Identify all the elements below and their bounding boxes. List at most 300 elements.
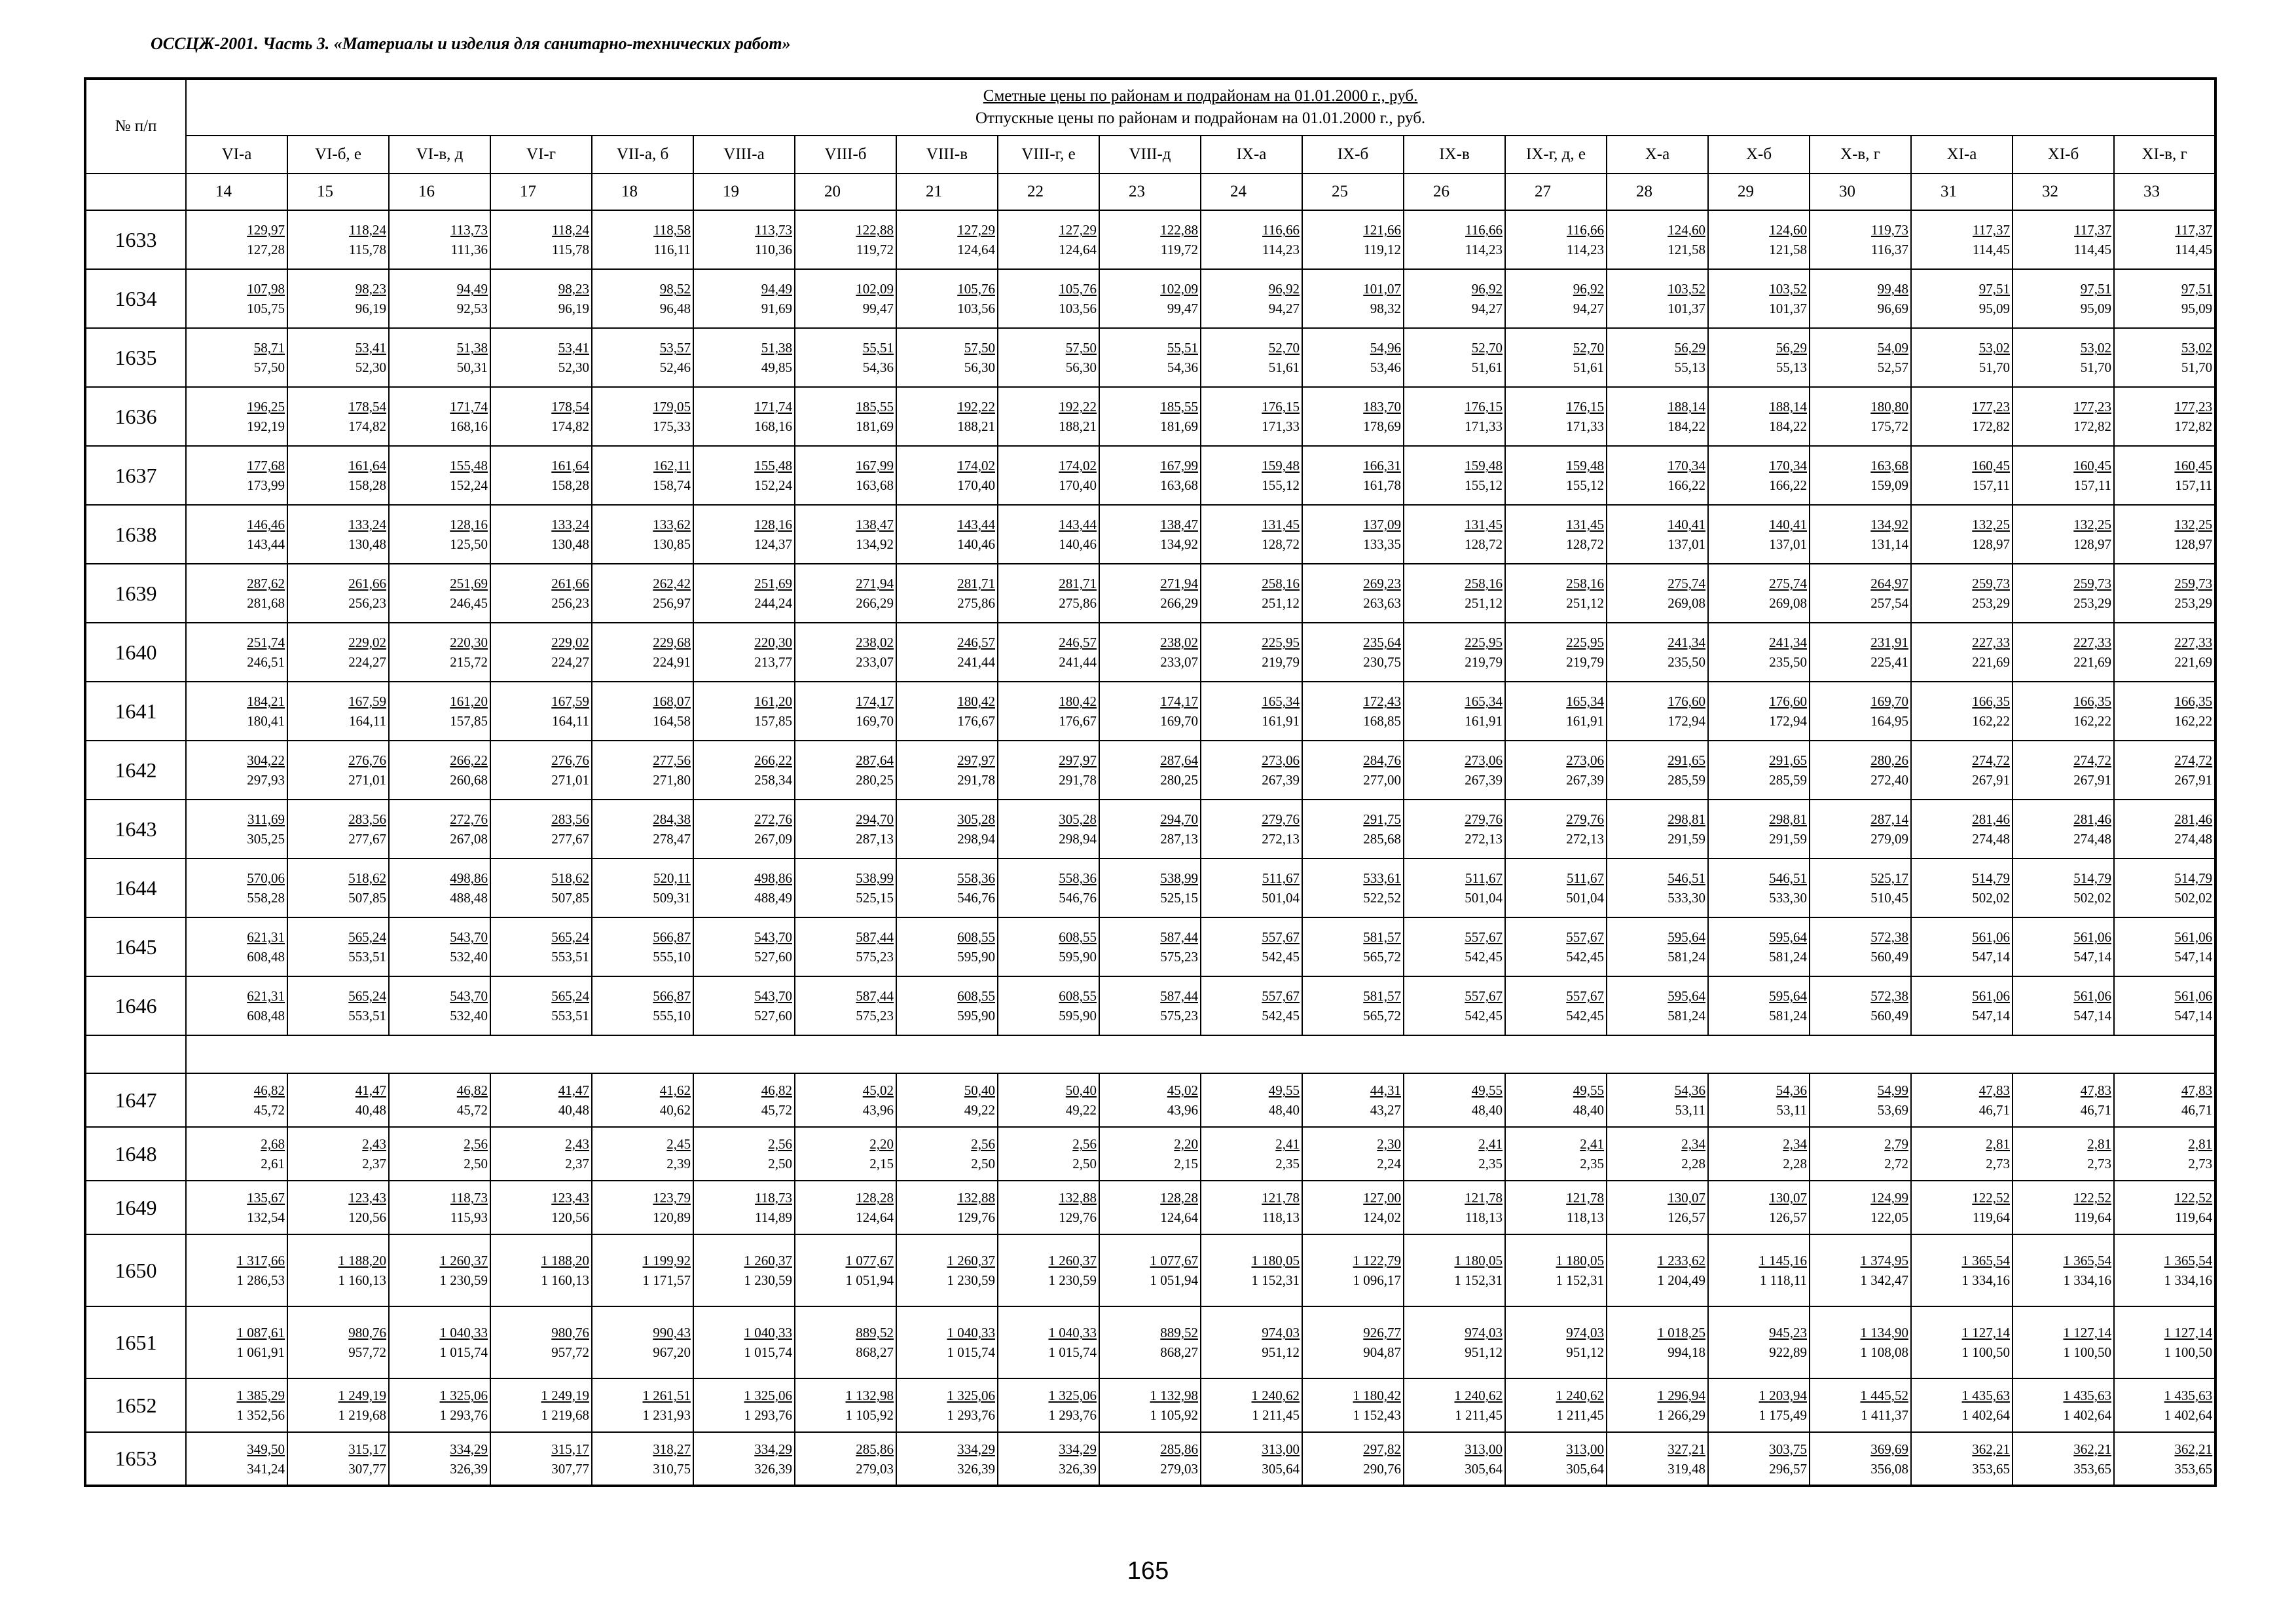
price-cell [1201,564,1302,623]
price-cell [1810,1127,1911,1181]
estimated-price: 52,70 [1268,340,1300,356]
release-price: 161,91 [1566,713,1604,729]
release-price: 2,50 [1072,1156,1097,1172]
estimated-price: 2,56 [1072,1136,1097,1152]
price-cell [2013,269,2114,328]
release-price: 305,25 [247,831,285,847]
price-cell [1810,210,1911,269]
estimated-price: 133,24 [348,517,386,532]
release-price: 271,01 [348,772,386,788]
column-number: 23 [1099,174,1201,210]
estimated-price: 305,28 [957,811,995,827]
district-header: XI-б [2013,136,2114,174]
release-price: 1 286,53 [236,1272,285,1288]
table-row [85,564,2215,623]
release-price: 547,14 [1972,949,2010,965]
release-price: 43,96 [1167,1102,1198,1118]
price-cell [1708,800,1810,858]
estimated-price: 1 325,06 [439,1388,488,1403]
release-price: 157,11 [2175,477,2213,493]
estimated-price: 131,45 [1465,517,1503,532]
price-cell [186,1127,287,1181]
estimated-price: 304,22 [247,752,285,768]
price-cell [1505,1378,1607,1432]
release-price: 128,97 [2073,536,2111,552]
release-price: 595,90 [1059,1008,1097,1024]
release-price: 553,51 [348,949,386,965]
release-price: 56,30 [1065,360,1097,375]
estimated-price: 277,56 [653,752,691,768]
release-price: 128,97 [2174,536,2213,552]
price-cell [389,564,490,623]
table-row [85,446,2215,505]
release-price: 137,01 [1769,536,1807,552]
release-price: 241,44 [957,654,995,670]
price-cell [186,682,287,741]
price-cell [693,446,795,505]
estimated-price: 285,86 [856,1441,894,1457]
price-cell [287,623,389,682]
estimated-price: 557,67 [1465,929,1503,945]
price-cell [1708,387,1810,446]
price-cell [896,1306,998,1378]
price-cell [389,741,490,800]
price-cell [490,269,592,328]
estimated-price: 281,46 [2073,811,2111,827]
price-cell [389,858,490,917]
release-price: 298,94 [1059,831,1097,847]
estimated-price: 271,94 [856,576,894,591]
price-cell [2114,1432,2215,1486]
release-price: 48,40 [1573,1102,1604,1118]
estimated-price: 546,51 [1667,870,1705,886]
price-cell [490,1306,592,1378]
release-price: 181,69 [856,418,894,434]
price-cell [1607,1127,1708,1181]
estimated-price: 276,76 [348,752,386,768]
release-price: 575,23 [1160,949,1198,965]
release-price: 555,10 [653,1008,691,1024]
row-id: 1639 [85,564,186,623]
release-price: 155,12 [1465,477,1503,493]
release-price: 98,32 [1370,301,1401,316]
release-price: 51,61 [1268,360,1300,375]
district-header: VI-а [186,136,287,174]
release-price: 164,11 [552,713,589,729]
price-cell [2114,1306,2215,1378]
price-cell [1302,1306,1404,1378]
release-price: 532,40 [450,1008,488,1024]
estimated-price: 54,09 [1877,340,1908,356]
release-price: 1 100,50 [1961,1344,2010,1360]
estimated-price: 251,74 [247,635,285,650]
release-price: 244,24 [754,595,792,611]
release-price: 95,09 [2181,301,2213,316]
price-cell [1810,328,1911,387]
price-cell [693,800,795,858]
price-cell [2013,623,2114,682]
release-price: 116,11 [653,242,691,257]
release-price: 40,48 [558,1102,589,1118]
estimated-price: 1 040,33 [439,1325,488,1340]
estimated-price: 1 145,16 [1758,1253,1807,1268]
price-cell [998,623,1099,682]
price-cell [389,1378,490,1432]
price-cell [2013,741,2114,800]
release-price: 2,50 [464,1156,488,1172]
release-price: 353,65 [2073,1460,2111,1477]
price-cell [1302,1432,1404,1486]
estimated-price: 315,17 [551,1441,589,1457]
price-cell [2114,505,2215,564]
price-cell [693,328,795,387]
price-cell [896,1378,998,1432]
table-row [85,682,2215,741]
estimated-price: 133,24 [551,517,589,532]
release-price: 127,28 [247,242,285,257]
price-cell [1099,564,1201,623]
column-number: 24 [1201,174,1302,210]
price-cell [693,210,795,269]
price-cell [490,1127,592,1181]
estimated-price: 97,51 [1978,281,2010,297]
release-price: 547,14 [2174,1008,2213,1024]
price-cell [1810,1073,1911,1127]
price-cell [1404,1181,1505,1234]
price-cell [998,1181,1099,1234]
release-price: 219,79 [1262,654,1300,670]
estimated-price: 974,03 [1566,1325,1604,1340]
release-price: 279,03 [1160,1460,1198,1477]
estimated-price: 105,76 [1059,281,1097,297]
price-cell [2114,269,2215,328]
price-cell [795,1378,896,1432]
release-price: 219,79 [1465,654,1503,670]
price-cell [1099,800,1201,858]
release-price: 1 152,31 [1556,1272,1604,1288]
release-price: 246,45 [450,595,488,611]
estimated-price: 557,67 [1262,929,1300,945]
price-table-body [85,210,2215,1486]
price-cell [795,269,896,328]
price-cell [896,858,998,917]
release-price: 131,14 [1870,536,1908,552]
estimated-price: 974,03 [1262,1325,1300,1340]
release-price: 221,69 [2174,654,2213,670]
release-price: 49,22 [964,1102,995,1118]
release-price: 251,12 [1566,595,1604,611]
estimated-price: 608,55 [957,988,995,1004]
estimated-price: 298,81 [1667,811,1705,827]
row-id: 1644 [85,858,186,917]
release-price: 1 152,31 [1251,1272,1300,1288]
price-cell [186,210,287,269]
release-price: 155,12 [1566,477,1604,493]
release-price: 1 108,08 [1860,1344,1908,1360]
price-cell [2114,387,2215,446]
release-price: 178,69 [1363,418,1401,434]
price-cell [896,1432,998,1486]
release-price: 55,13 [1674,360,1705,375]
release-price: 103,56 [957,301,995,316]
price-cell [1302,1073,1404,1127]
price-cell [2013,387,2114,446]
release-price: 267,39 [1566,772,1604,788]
price-cell [998,564,1099,623]
estimated-price: 284,76 [1363,752,1401,768]
release-price: 533,30 [1667,890,1705,906]
price-cell [1099,1073,1201,1127]
estimated-price: 315,17 [348,1441,386,1457]
estimated-price: 311,69 [247,811,285,827]
price-cell [1201,505,1302,564]
estimated-price: 56,29 [1776,340,1807,356]
price-cell [1404,210,1505,269]
release-price: 129,76 [957,1209,995,1225]
estimated-price: 2,43 [362,1136,386,1152]
price-cell [592,210,693,269]
district-header: VII-а, б [592,136,693,174]
price-cell [1505,564,1607,623]
estimated-price: 50,40 [964,1082,995,1098]
release-price: 119,12 [1364,242,1401,257]
release-price: 502,02 [2073,890,2111,906]
release-price: 114,23 [1567,242,1604,257]
price-cell [1708,269,1810,328]
estimated-price: 229,02 [551,635,589,650]
price-cell [1099,917,1201,976]
release-price: 155,12 [1262,477,1300,493]
release-price: 1 160,13 [338,1272,386,1288]
release-price: 163,68 [1160,477,1198,493]
price-cell [1505,446,1607,505]
release-price: 235,50 [1667,654,1705,670]
estimated-price: 514,79 [2073,870,2111,886]
release-price: 595,90 [957,1008,995,1024]
estimated-price: 129,97 [247,222,285,238]
price-cell [2013,564,2114,623]
estimated-price: 220,30 [754,635,792,650]
release-price: 132,54 [247,1209,285,1225]
estimated-price: 498,86 [754,870,792,886]
release-price: 1 152,43 [1353,1407,1401,1423]
release-price: 272,13 [1465,831,1503,847]
release-price: 310,75 [653,1460,691,1477]
price-cell [1810,682,1911,741]
estimated-price: 122,52 [2174,1190,2213,1206]
estimated-price: 514,79 [1972,870,2010,886]
estimated-price: 533,61 [1363,870,1401,886]
estimated-price: 525,17 [1870,870,1908,886]
release-price: 137,01 [1667,536,1705,552]
estimated-price: 1 296,94 [1657,1388,1705,1403]
estimated-price: 174,17 [1160,693,1198,709]
price-cell [1911,1234,2013,1306]
estimated-price: 124,60 [1667,222,1705,238]
estimated-price: 128,16 [754,517,792,532]
price-cell [693,623,795,682]
district-header: X-а [1607,136,1708,174]
release-price: 260,68 [450,772,488,788]
column-number: 18 [592,174,693,210]
estimated-price: 165,34 [1465,693,1503,709]
release-price: 46,71 [1978,1102,2010,1118]
price-cell [490,682,592,741]
estimated-price: 926,77 [1363,1325,1401,1340]
estimated-price: 327,21 [1667,1441,1705,1457]
release-price: 54,36 [1167,360,1198,375]
price-cell [693,1181,795,1234]
estimated-price: 1 077,67 [845,1253,894,1268]
price-cell [1911,917,2013,976]
price-cell [1911,1432,2013,1486]
estimated-price: 261,66 [348,576,386,591]
release-price: 278,47 [653,831,691,847]
estimated-price: 121,78 [1262,1190,1300,1206]
estimated-price: 2,41 [1580,1136,1604,1152]
estimated-price: 161,20 [754,693,792,709]
column-number: 21 [896,174,998,210]
release-price: 2,72 [1884,1156,1908,1172]
release-price: 274,48 [1972,831,2010,847]
estimated-price: 543,70 [450,988,488,1004]
price-cell [795,917,896,976]
estimated-price: 572,38 [1870,929,1908,945]
table-row [85,917,2215,976]
price-cell [1505,210,1607,269]
price-cell [1505,1234,1607,1306]
estimated-price: 119,73 [1871,222,1908,238]
table-row [85,1234,2215,1306]
district-header: VIII-в [896,136,998,174]
estimated-price: 44,31 [1370,1082,1401,1098]
release-price: 53,11 [1675,1102,1705,1118]
price-cell [592,1181,693,1234]
release-price: 267,91 [2073,772,2111,788]
estimated-price: 1 260,37 [744,1253,792,1268]
row-id: 1642 [85,741,186,800]
price-cell [896,741,998,800]
release-price: 219,79 [1566,654,1604,670]
release-price: 279,09 [1870,831,1908,847]
price-cell [1099,1306,1201,1378]
price-cell [389,800,490,858]
estimated-price: 41,47 [558,1082,589,1098]
release-price: 547,14 [1972,1008,2010,1024]
price-cell [1505,917,1607,976]
release-price: 118,13 [1262,1209,1300,1225]
release-price: 553,51 [551,949,589,965]
price-cell [592,387,693,446]
release-price: 1 160,13 [541,1272,589,1288]
estimated-price: 595,64 [1667,988,1705,1004]
estimated-price: 54,36 [1776,1082,1807,1098]
release-price: 96,48 [659,301,691,316]
release-price: 575,23 [1160,1008,1198,1024]
price-cell [1404,269,1505,328]
release-price: 957,72 [551,1344,589,1360]
release-price: 241,44 [1059,654,1097,670]
release-price: 130,48 [348,536,386,552]
price-cell [693,1432,795,1486]
release-price: 272,13 [1262,831,1300,847]
estimated-price: 266,22 [754,752,792,768]
estimated-price: 159,48 [1465,458,1503,473]
row-id: 1652 [85,1378,186,1432]
price-cell [998,858,1099,917]
district-header: XI-в, г [2114,136,2215,174]
release-price: 1 211,45 [1455,1407,1503,1423]
release-price: 542,45 [1262,949,1300,965]
estimated-price: 231,91 [1870,635,1908,650]
release-price: 527,60 [754,949,792,965]
release-price: 266,29 [1160,595,1198,611]
estimated-price: 177,23 [1972,399,2010,415]
release-price: 1 219,68 [541,1407,589,1423]
release-price: 54,36 [862,360,894,375]
release-price: 121,58 [1667,242,1705,257]
estimated-price: 174,02 [957,458,995,473]
release-price: 230,75 [1363,654,1401,670]
estimated-price: 118,73 [450,1190,488,1206]
row-id: 1637 [85,446,186,505]
price-cell [1810,741,1911,800]
release-price: 43,96 [862,1102,894,1118]
price-cell [795,564,896,623]
price-cell [998,505,1099,564]
estimated-price: 281,71 [1059,576,1097,591]
price-cell [1911,1306,2013,1378]
estimated-price: 180,80 [1870,399,1908,415]
estimated-price: 1 040,33 [947,1325,995,1340]
price-cell [592,858,693,917]
release-price: 555,10 [653,949,691,965]
estimated-price: 167,99 [1160,458,1198,473]
estimated-price: 133,62 [653,517,691,532]
release-price: 152,24 [450,477,488,493]
estimated-price: 297,97 [1059,752,1097,768]
price-cell [490,328,592,387]
estimated-price: 132,88 [957,1190,995,1206]
release-price: 267,91 [2174,772,2213,788]
release-price: 174,82 [551,418,589,434]
release-price: 291,78 [1059,772,1097,788]
release-price: 40,62 [659,1102,691,1118]
release-price: 253,29 [2073,595,2111,611]
estimated-price: 227,33 [1972,635,2010,650]
release-price: 124,64 [1160,1209,1198,1225]
estimated-price: 1 040,33 [744,1325,792,1340]
price-cell [998,328,1099,387]
release-price: 1 293,76 [947,1407,995,1423]
release-price: 1 342,47 [1860,1272,1908,1288]
release-price: 126,57 [1769,1209,1807,1225]
price-cell [186,269,287,328]
release-price: 188,21 [1059,418,1097,434]
release-price: 575,23 [856,1008,894,1024]
release-price: 280,25 [856,772,894,788]
price-cell [1302,269,1404,328]
release-price: 291,78 [957,772,995,788]
price-cell [896,328,998,387]
estimated-price: 1 188,20 [541,1253,589,1268]
price-cell [287,564,389,623]
price-cell [1708,1073,1810,1127]
estimated-price: 45,02 [862,1082,894,1098]
estimated-price: 313,00 [1566,1441,1604,1457]
estimated-price: 561,06 [2174,988,2213,1004]
estimated-price: 565,24 [348,988,386,1004]
